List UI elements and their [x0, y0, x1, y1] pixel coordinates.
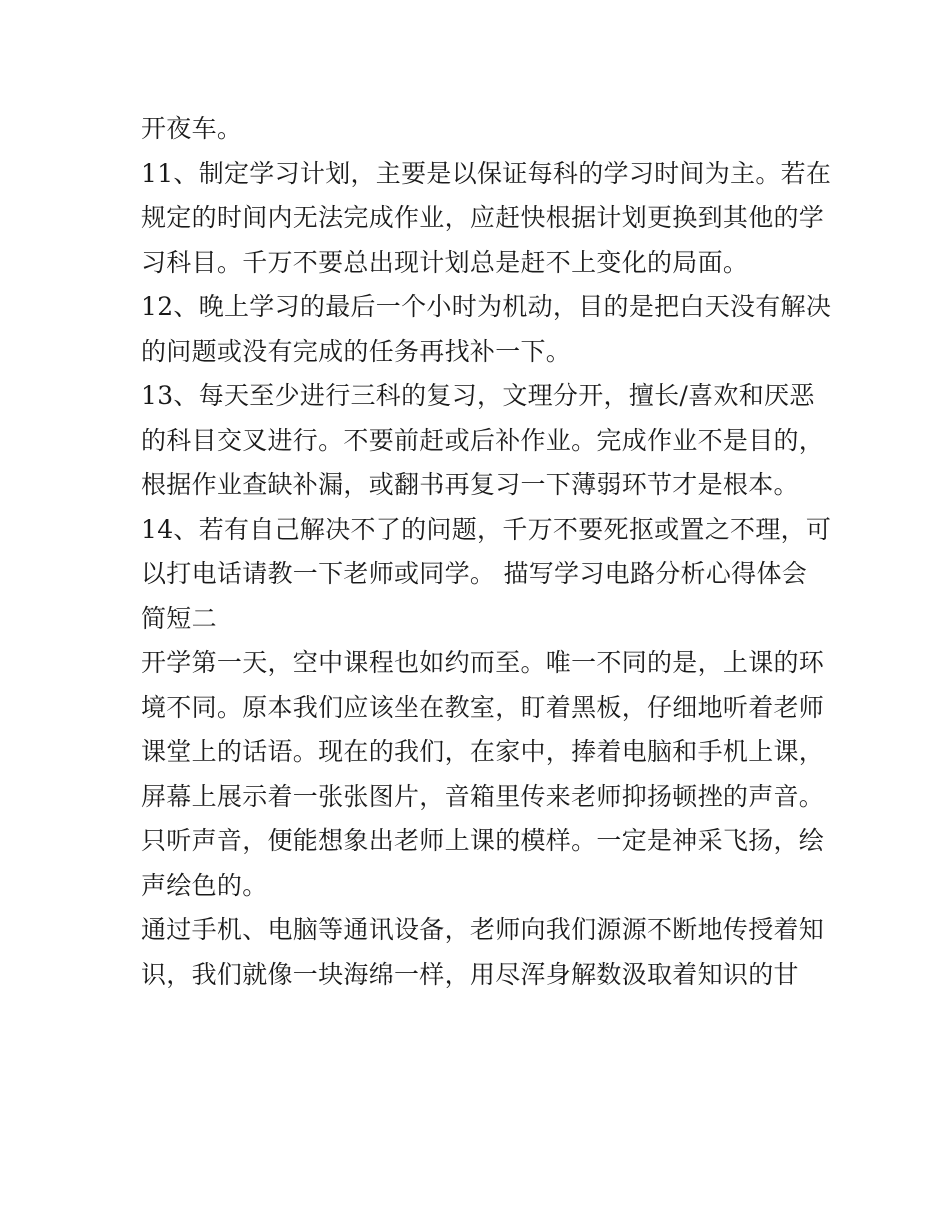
text-line: 以打电话请教一下老师或同学。 描写学习电路分析心得体会 — [141, 559, 808, 588]
text-line: 境不同。原本我们应该坐在教室，盯着黑板，仔细地听着老师 — [141, 692, 825, 722]
text-line: 开学第一天，空中课程也如约而至。唯一不同的是，上课的环 — [141, 648, 825, 677]
text-line: 简短二 — [141, 603, 217, 633]
document-body — [141, 107, 832, 997]
text-line: 声绘色的。 — [141, 870, 268, 900]
text-line: 开夜车。 — [141, 114, 243, 143]
text-line: 13、每天至少进行三科的复习，文理分开，擅长/喜欢和厌恶 — [141, 381, 815, 410]
text-line: 通过手机、电脑等通讯设备，老师向我们源源不断地传授着知 — [141, 915, 825, 944]
text-line: 课堂上的话语。现在的我们，在家中，捧着电脑和手机上课， — [141, 737, 825, 766]
text-line: 14、若有自己解决不了的问题，千万不要死抠或置之不理，可 — [141, 514, 832, 544]
text-line: 的科目交叉进行。不要前赶或后补作业。完成作业不是目的， — [141, 425, 825, 455]
text-line: 12、晚上学习的最后一个小时为机动，目的是把白天没有解决 — [141, 292, 832, 321]
text-line: 屏幕上展示着一张张图片，音箱里传来老师抑扬顿挫的声音。 — [141, 781, 825, 811]
text-line: 11、制定学习计划，主要是以保证每科的学习时间为主。若在 — [141, 158, 832, 188]
text-line: 只听声音，便能想象出老师上课的模样。一定是神采飞扬，绘 — [141, 826, 825, 855]
text-line: 识，我们就像一块海绵一样，用尽浑身解数汲取着知识的甘 — [141, 959, 799, 989]
text-line: 习科目。千万不要总出现计划总是赶不上变化的局面。 — [141, 247, 749, 277]
text-line: 规定的时间内无法完成作业，应赶快根据计划更换到其他的学 — [141, 203, 825, 232]
text-line: 根据作业查缺补漏，或翻书再复习一下薄弱环节才是根本。 — [141, 470, 799, 499]
text-line: 的问题或没有完成的任务再找补一下。 — [141, 336, 572, 366]
